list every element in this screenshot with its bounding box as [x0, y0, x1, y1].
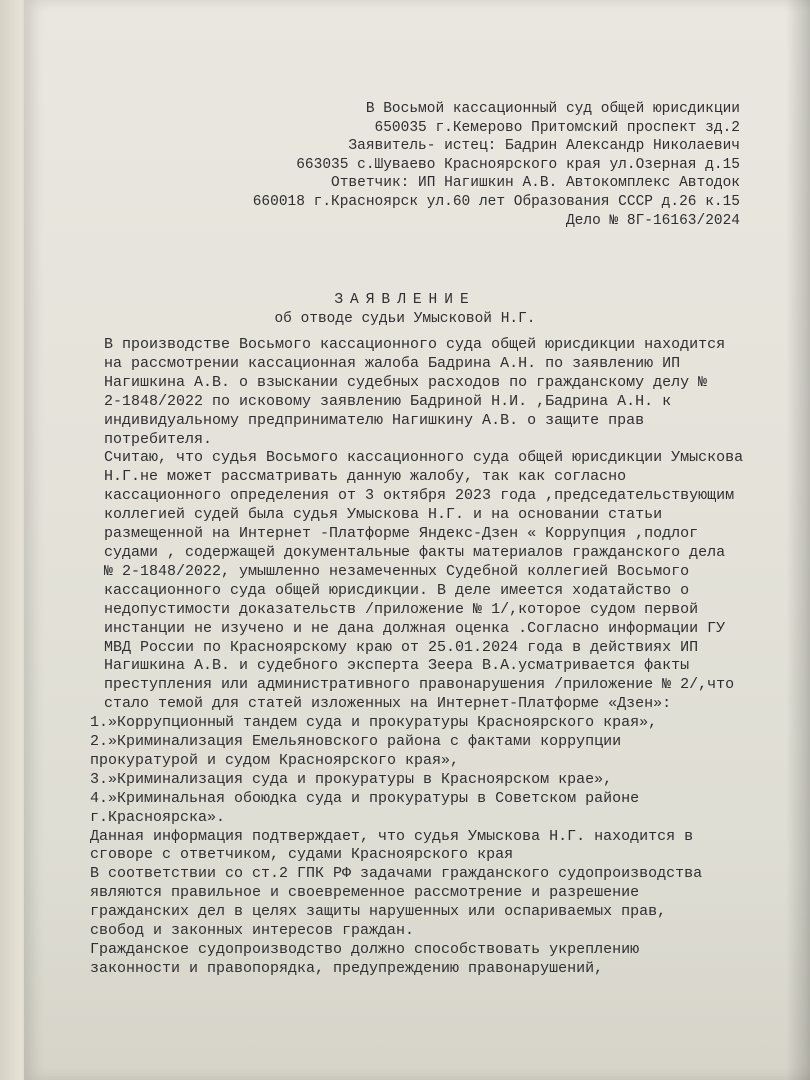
body-line: Гражданское судопроизводство должно способствовать укреплению — [90, 941, 640, 958]
body-line: кассационного суда общей юрисдикции. В деле имеется ходатайство о — [104, 581, 690, 599]
body-line: потребителя. — [104, 430, 213, 448]
body-list-item: 2.»Криминализация Емельяновского района с фактами коррупции — [90, 733, 622, 751]
addressee-block — [180, 100, 740, 230]
body-list-item: 4.»Криминальная обоюдка суда и прокуратуры в Советском районе — [90, 789, 640, 807]
body-line: размещенной на Интернет -Платформе Яндекс-Дзен « Коррупция ,подлог — [104, 525, 699, 543]
body-line: законности и правопорядка, предупреждению правонарушений, — [90, 959, 604, 977]
header-line-applicant-address: 663035 с.Шуваево Красноярского края ул.Озерная д.15 — [296, 156, 740, 173]
body-line: гражданских дел в целях защиты нарушенных или оспариваемых прав, — [90, 903, 667, 921]
header-line-defendant-address: 660018 г.Красноярск ул.60 лет Образования СССР д.26 к.15 — [252, 193, 740, 210]
body-line: на рассмотрении кассационная жалоба Бадрина А.Н. по заявлению ИП — [104, 354, 681, 372]
document-body — [90, 336, 780, 979]
body-list-item: г.Красноярска». — [90, 808, 226, 826]
body-line: № 2-1848/2022, умышленно незамеченных Судебной коллегией Восьмого — [104, 562, 690, 580]
body-line: Данная информация подтверждает, что судья Умыскова Н.Г. находится в — [90, 827, 694, 845]
body-line: преступления или административного правонарушения /приложение № 2/,что — [104, 676, 735, 694]
body-line: МВД России по Красноярскому краю от 25.01.2024 года в действиях ИП — [104, 638, 699, 656]
body-line: В соответствии со ст.2 ГПК РФ задачами гражданского судопроизводства — [90, 865, 703, 883]
body-line: Н.Г.не может рассматривать данную жалобу, так как согласно — [104, 468, 627, 486]
body-line: стало темой для статей изложенных на Интернет-Платформе «Дзен»: — [104, 695, 672, 713]
document-title: ЗАЯВЛЕНИЕ — [334, 292, 476, 308]
body-line: Нагишкина А.В. о взыскании судебных расходов по гражданскому делу № — [104, 373, 708, 391]
body-line: индивидуальному предпринимателю Нагишкину А.В. о защите прав — [104, 411, 645, 429]
body-line: В производстве Восьмого кассационного суда общей юрисдикции находится — [104, 336, 726, 353]
body-line: 2-1848/2022 по исковому заявлению Бадриной Н.И. ,Бадрина А.Н. к — [104, 392, 672, 410]
page-shadow — [786, 0, 810, 1080]
header-line-case-number: Дело № 8Г-16163/2024 — [565, 212, 740, 229]
body-line: Считаю, что судья Восьмого кассационного суда общей юрисдикции Умыскова — [104, 449, 744, 467]
body-line: судами , содержащей документальные факты материалов гражданского дела — [104, 543, 726, 561]
body-line: сговоре с ответчиком, судами Красноярского края — [90, 846, 514, 864]
document-subtitle: об отводе судьи Умысковой Н.Г. — [274, 311, 536, 327]
header-line-applicant: Заявитель- истец: Бадрин Александр Николаевич — [348, 138, 740, 155]
body-list-item: прокуратурой и судом Красноярского края», — [90, 751, 460, 769]
header-line-defendant: Ответчик: ИП Нагишкин А.В. Автокомплекс Автодок — [331, 175, 740, 192]
body-list-item: 1.»Коррупционный тандем суда и прокуратуры Красноярского края», — [90, 714, 658, 732]
body-line: кассационного определения от 3 октября 2023 года ,председательствующим — [104, 487, 735, 505]
body-line: являются правильное и своевременное рассмотрение и разрешение — [90, 884, 640, 902]
header-line-court: В Восьмой кассационный суд общей юрисдикции — [365, 101, 740, 117]
header-line-court-address: 650035 г.Кемерово Притомский проспект зд.2 — [374, 119, 740, 136]
body-list-item: 3.»Криминализация суда и прокуратуры в Красноярском крае», — [90, 770, 613, 788]
body-line: Нагишкина А.В. и судебного эксперта Зеера В.А.усматривается факты — [104, 657, 690, 675]
body-line: инстанции не изучено и не дана должная оценка .Согласно информации ГУ — [104, 619, 726, 637]
body-line: недопустимости доказательств /приложение № 1/,которое судом первой — [104, 600, 699, 618]
body-line: свобод и законных интересов граждан. — [90, 922, 415, 940]
body-line: коллегией судей была судья Умыскова Н.Г. и на основании статьи — [104, 506, 663, 524]
